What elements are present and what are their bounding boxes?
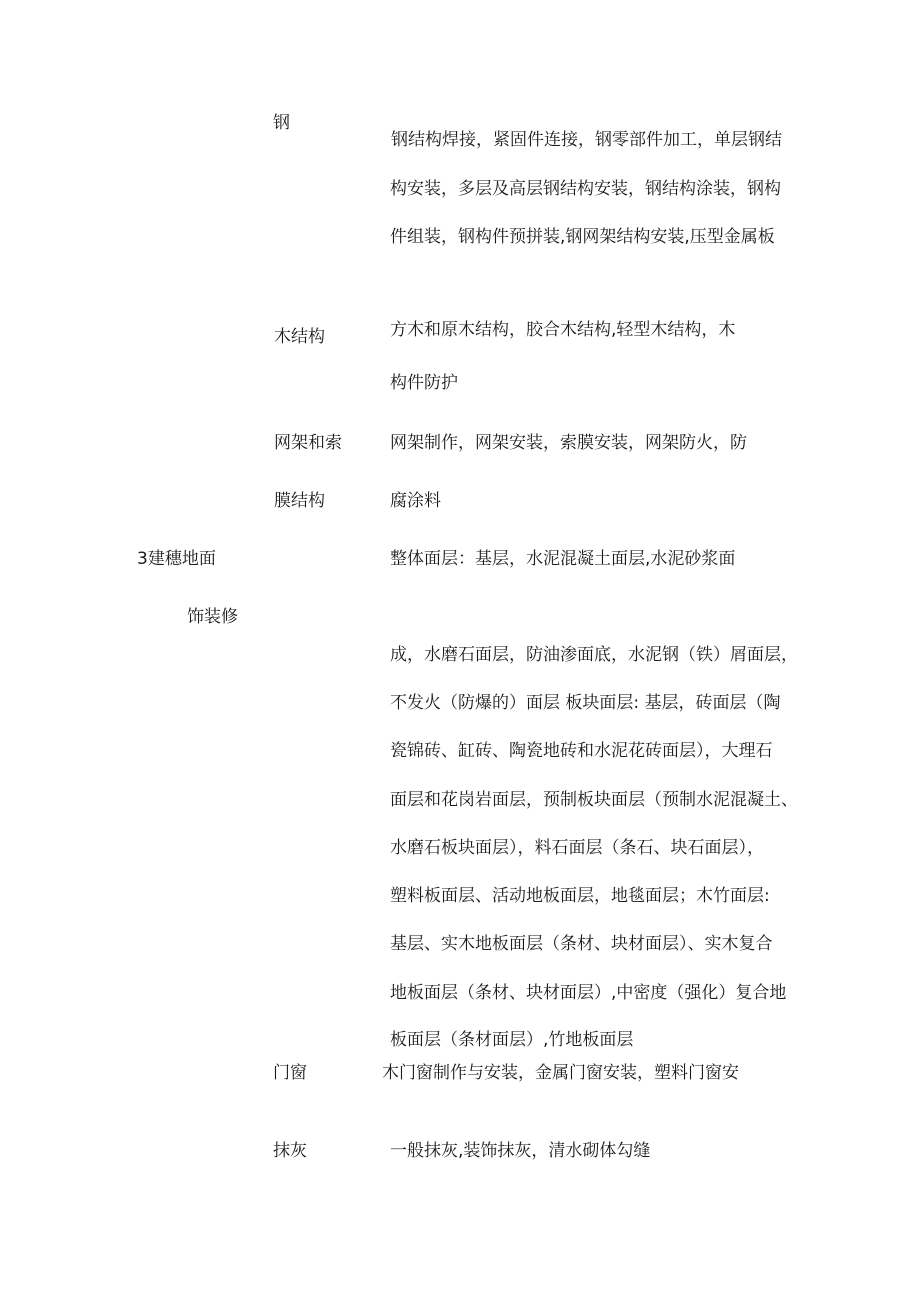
wood-content-line: 方木和原木结构，胶合木结构,轻型木结构，木 [390, 320, 736, 340]
subitem-label-doors: 门窗 [273, 1063, 307, 1083]
space-frame-content-line: 腐涂料 [390, 491, 441, 511]
subitem-label-steel: 钢 [273, 113, 290, 133]
floor-content-line: 瓷锦砖、缸砖、陶瓷地砖和水泥花砖面层），大理石 [390, 741, 773, 761]
steel-content-line: 钢结构焊接，紧固件连接，钢零部件加工，单层钢结 [391, 130, 782, 150]
subitem-label-plaster: 抹灰 [273, 1141, 307, 1161]
steel-content-line: 构安装，多层及高层钢结构安装，钢结构涂装，钢构 [390, 179, 781, 199]
space-frame-content-line: 网架制作，网架安装，索膜安装，网架防火，防 [390, 433, 747, 453]
floor-content-line: 基层、实木地板面层（条材、块材面层）、实木复合 [390, 934, 773, 954]
floor-content-line: 板面层（条材面层）,竹地板面层 [390, 1030, 634, 1050]
section-label-floor: 3建穗地面 [137, 549, 216, 569]
floor-content-line: 成，水磨石面层，防油渗面底，水泥钢（铁）屑面层， [390, 645, 798, 665]
plaster-content-line: 一般抹灰,装饰抹灰，清水砌体勾缝 [390, 1141, 651, 1161]
steel-content-line: 件组装，钢构件预拼装,钢网架结构安装,压型金属板 [390, 227, 775, 247]
floor-content-line: 水磨石板块面层），料石面层（条石、块石面层）， [390, 838, 764, 858]
subitem-label-space-frame: 膜结构 [274, 491, 325, 511]
subitem-label-space-frame: 网架和索 [274, 433, 342, 453]
floor-content-line: 不发火（防爆的）面层 板块面层: 基层，砖面层（陶 [390, 693, 781, 713]
section-label-floor: 饰装修 [187, 607, 238, 627]
subitem-label-wood: 木结构 [274, 327, 325, 347]
floor-content-line: 整体面层：基层，水泥混凝土面层,水泥砂浆面 [390, 549, 736, 569]
floor-content-line: 面层和花岗岩面层，预制板块面层（预制水泥混凝土、 [390, 790, 798, 810]
floor-content-line: 塑料板面层、活动地板面层，地毯面层；木竹面层: [390, 886, 770, 906]
floor-content-line: 地板面层（条材、块材面层）,中密度（强化）复合地 [390, 983, 787, 1003]
wood-content-line: 构件防护 [390, 373, 458, 393]
doors-content-line: 木门窗制作与安装，金属门窗安装，塑料门窗安 [382, 1063, 739, 1083]
